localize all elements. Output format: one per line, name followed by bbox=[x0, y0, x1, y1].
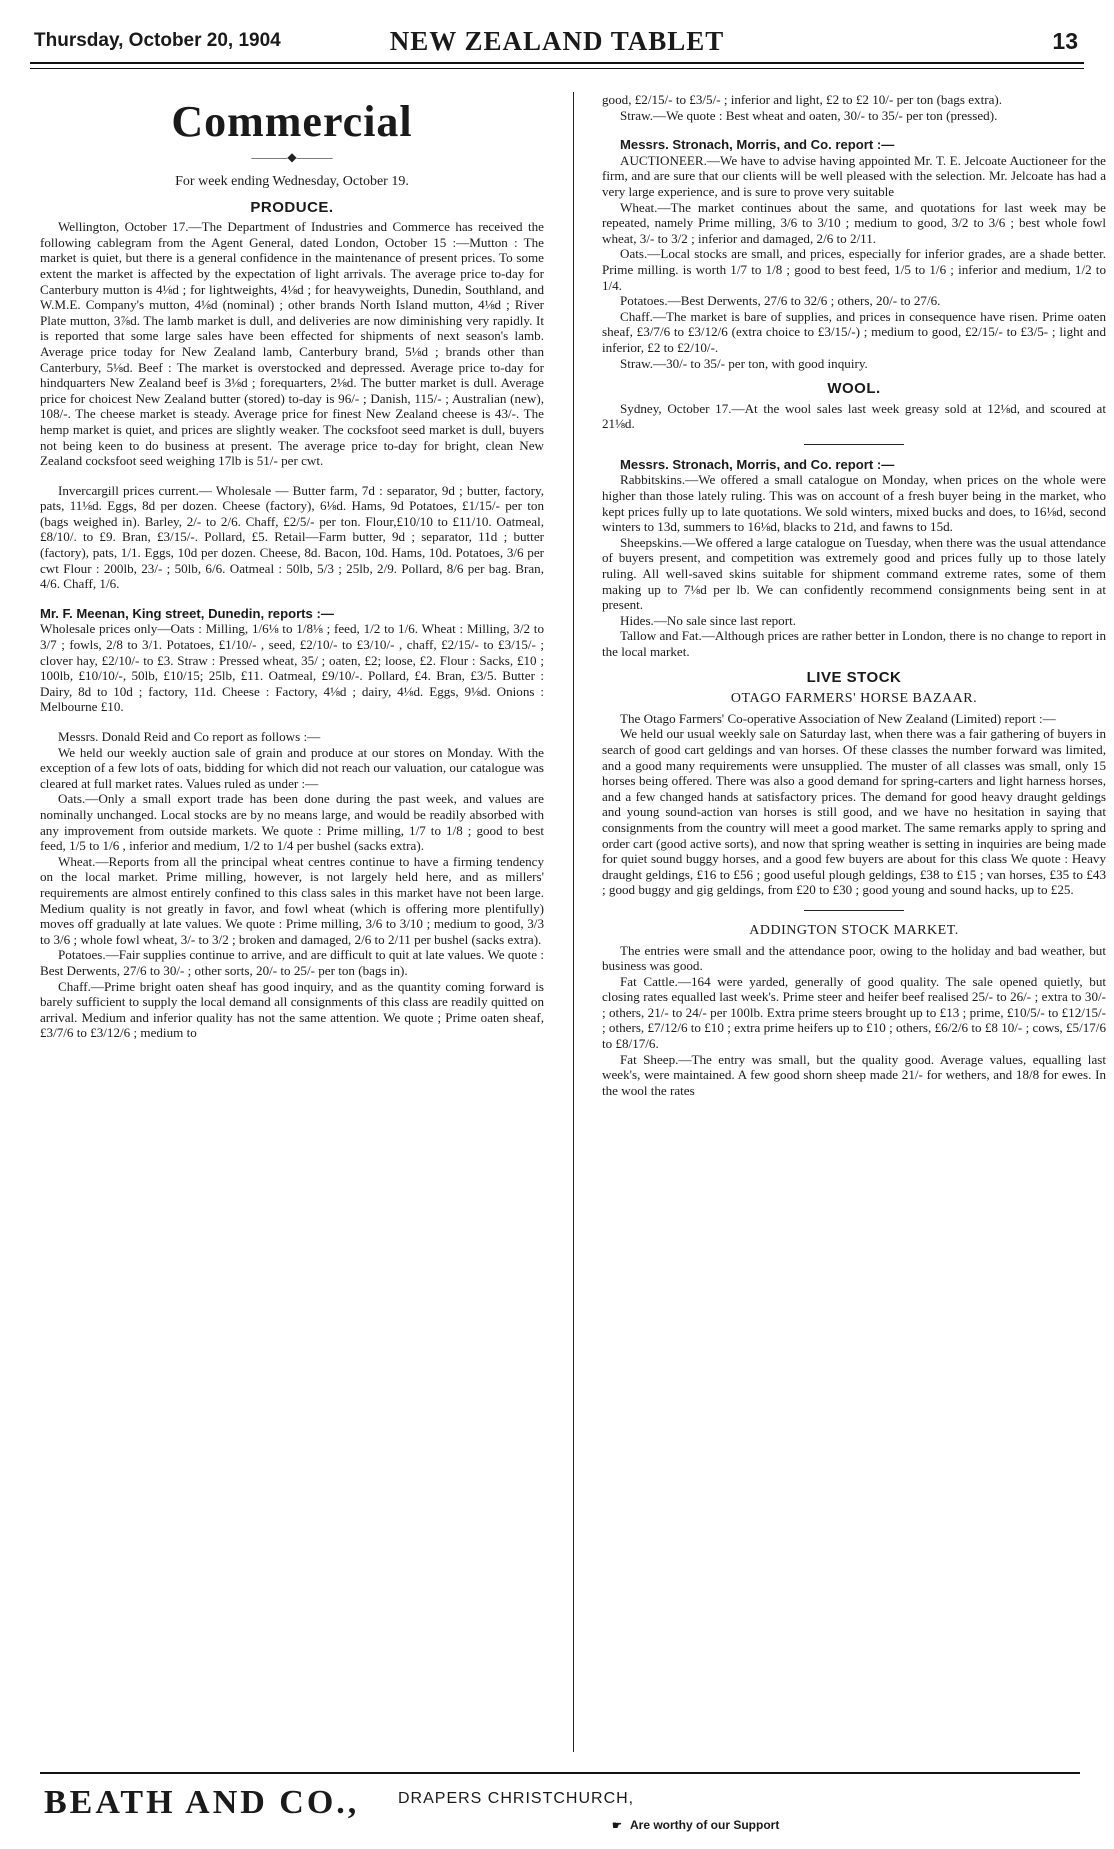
potatoes-paragraph: Potatoes.—Best Derwents, 27/6 to 32/6 ; others, 20/- to 27/6. bbox=[620, 293, 941, 309]
wool-heading: WOOL. bbox=[827, 380, 881, 398]
footer-rule bbox=[40, 1772, 1080, 1774]
section-divider bbox=[804, 444, 904, 445]
sheepskins-paragraph: Sheepskins.—We offered a large catalogue on Tuesday, when there was the usual attendance of buyers present, and competition was extremely good and prices fully up to those lately ruling. All well-saved skins suitable for shipment command extreme rates, some of them making up to 7⅛d per lb. We can confidently recommend consignments being sent in at present. bbox=[602, 534, 1106, 613]
header-rule-thin bbox=[30, 68, 1084, 69]
reid-auction-paragraph: We held our weekly auction sale of grain and produce at our stores on Monday. With the exception of a few lots of oats, bidding for which did not reach our valuation, our catalogue was cleared at full market rates. Values ruled as under :— bbox=[40, 744, 544, 791]
stronach-lead: Messrs. Stronach, Morris, and Co. report :— bbox=[620, 137, 895, 153]
continued-paragraph: good, £2/15/- to £3/5/- ; inferior and light, £2 to £2 10/- per ton (bags extra). bbox=[602, 92, 1003, 107]
meenan-paragraph: Wholesale prices only—Oats : Milling, 1/6⅛ to 1/8⅛ ; feed, 1/2 to 1/6. Wheat : Milling, 3/2 to 3/7 ; fowls, 2/8 to 3/1. Potatoes, £1/10/- , seed, £2/10/- to £3/10/- , chaff, £2/15/- to £3/15/- ; clover hay, £2/10/- to £3. Straw : Pressed wheat, 35/ ; oaten, £2; loose, £2. Flour : Sacks, £10 ; 100lb, £10/10/-, 50lb, £10/15; 25lb, £11. Oatmeal, £9/10/-. Pollard, £4. Bran, £3/5. Butter : Dairy, 8d to 10d ; factory, 11d. Cheese : Factory, 4⅛d ; dairy, 4⅛d. Eggs, 9⅛d. Onions : Melbourne £10. bbox=[40, 621, 544, 715]
oats-paragraph: Oats.—Local stocks are small, and prices, especially for inferior grades, are a shade better. Prime milling. is worth 1/7 to 1/8 ; good to best feed, 1/5 to 1/6 ; inferior and medium, 1/2 to 1/4. bbox=[602, 246, 1106, 293]
issue-date: Thursday, October 20, 1904 bbox=[34, 30, 281, 51]
fat-cattle-paragraph: Fat Cattle.—164 were yarded, generally of good quality. The sale opened quietly, but closing rates equalled last week's. Prime steer and heifer beef realised 25/- to 26/- ; extra to 30/- ; others, 21/- to 24/- per 100lb. Extra prime steers brought up to £13 ; prime, £10/5/- to £12/15/- ; others, £7/12/6 to £10 ; extra prime heifers up to £10 ; others, £6/2/6 to £8 10/- ; cows, £5/17/6 to £8/17/6. bbox=[602, 973, 1106, 1052]
header-rule bbox=[30, 62, 1084, 64]
livestock-heading: LIVE STOCK bbox=[806, 668, 902, 686]
reid-wheat-paragraph: Wheat.—Reports from all the principal wheat centres continue to have a firming tendency on the local market. Prime milling, however, is not largely held here, and as millers' requirements are almost entirely confined to this class sales in this market have not been large. Medium quality is not greatly in favor, and fowl wheat (which is offering more plentifully) moves off gradually at late values. We quote : Prime milling, 3/6 to 3/10 ; medium to good, 3/3 to 3/6 ; whole fowl wheat, 3/- to 3/2 ; broken and damaged, 2/6 to 2/11 per bushel (sacks extra). bbox=[40, 853, 544, 947]
meenan-lead: Mr. F. Meenan, King street, Dunedin, reports :— bbox=[40, 605, 334, 621]
straw-paragraph: Straw.—We quote : Best wheat and oaten, 30/- to 35/- per ton (pressed). bbox=[620, 107, 998, 123]
advert-brand: BEATH AND CO., bbox=[44, 1784, 360, 1821]
section-subtitle: For week ending Wednesday, October 19. bbox=[175, 174, 409, 189]
bazaar-paragraph: We held our usual weekly sale on Saturday last, when there was a fair gathering of buyers in search of good cart geldings and van horses. Of these classes the number forward was limited, and a good many requirements were unsupplied. The muster of all classes was small, only 15 horses being offered. There was also a good demand for spring-carters and light harness horses, and a few changed hands at satisfactory prices. The demand for good heavy draught geldings and young sound-action van horses is still good, and we have no hesitation in saying that consignments from the country will meet a good market. The same remarks apply to spring and order cart (good active sorts), and now that spring weather is setting in inquiries are being made for quiet sound buggy horses, and a good few buyers are about for this class We quote : Heavy draught geldings, £16 to £56 ; good useful plough geldings, £38 to £15 ; van horses, £35 to £43 ; good buggy and gig geldings, from £20 to £30 ; good young and sound hacks, up to £25. bbox=[602, 726, 1106, 898]
addington-heading: ADDINGTON STOCK MARKET. bbox=[749, 922, 959, 938]
wool-paragraph: Sydney, October 17.—At the wool sales last week greasy sold at 12⅛d, and scoured at 21⅛d. bbox=[602, 400, 1106, 432]
fat-sheep-paragraph: Fat Sheep.—The entry was small, but the quality good. Average values, equalling last week's, were maintained. A few good shorn sheep made 21/- for wethers, and 18/8 for ewes. In the wool the rates bbox=[602, 1051, 1106, 1098]
ornament-divider: ———◆——— bbox=[251, 150, 333, 164]
chaff-paragraph: Chaff.—The market is bare of supplies, and prices in consequence have risen. Prime oaten sheaf, £3/7/6 to £3/12/6 (extra choice to £3/15/-) ; medium to good, £2/15/- to £3/5- ; light and inferior, £2 to £2/10/-. bbox=[602, 308, 1106, 355]
masthead: NEW ZEALAND TABLET bbox=[389, 26, 725, 56]
advert-support bbox=[612, 1818, 779, 1832]
spacer bbox=[602, 123, 1106, 137]
reid-intro: Messrs. Donald Reid and Co report as follows :— bbox=[58, 729, 321, 744]
spacer bbox=[40, 715, 544, 729]
stronach-lead-2: Messrs. Stronach, Morris, and Co. report :— bbox=[620, 456, 895, 472]
produce-heading: PRODUCE. bbox=[250, 198, 334, 216]
wheat-paragraph: Wheat.—The market continues about the same, and quotations for last week may be repeated, namely Prime milling, 3/6 to 3/10 ; medium to good, 3/2 to 3/6 ; best whole fowl wheat, 3/- to 3/2 ; inferior and damaged, 2/6 to 2/11. bbox=[602, 199, 1106, 246]
advert-support-text: Are worthy of our Support bbox=[630, 1818, 780, 1832]
reid-chaff-paragraph: Chaff.—Prime bright oaten sheaf has good inquiry, and as the quantity coming forward is barely sufficient to supply the local demand all consignments of this class are readily quitted on arrival. Medium and inferior quality has not the same attention. We quote ; Prime oaten sheaf, £3/7/6 to £3/12/6 ; medium to bbox=[40, 978, 544, 1041]
rabbitskins-paragraph: Rabbitskins.—We offered a small catalogue on Monday, when prices on the whole were higher than those lately ruling. This was on account of a fresh buyer being in the market, who kept prices fully up to late quotations. We sold winters, mixed bucks and does, to 16⅛d, second winters to 13d, summers to 16⅛d, blacks to 21d, and fawns to 15d. bbox=[602, 472, 1106, 535]
section-title: Commercial bbox=[171, 97, 413, 146]
section-divider bbox=[804, 910, 904, 911]
bazaar-intro: The Otago Farmers' Co-operative Association of New Zealand (Limited) report :— bbox=[620, 710, 1056, 726]
advert-footer bbox=[40, 1772, 1080, 1832]
column-divider bbox=[573, 92, 574, 1752]
page-header bbox=[30, 18, 1084, 64]
advert-drapers: DRAPERS CHRISTCHURCH, bbox=[398, 1790, 635, 1807]
straw-inquiry-paragraph: Straw.—30/- to 35/- per ton, with good inquiry. bbox=[620, 355, 868, 371]
auctioneer-paragraph: AUCTIONEER.—We have to advise having appointed Mr. T. E. Jelcoate Auctioneer for the firm, and are sure that our clients will be well pleased with the selection. Mr. Jelcoate has had a very large experience, and is sure to prove very suitable bbox=[602, 152, 1106, 199]
reid-oats-paragraph: Oats.—Only a small export trade has been done during the past week, and values are nominally unchanged. Local stocks are by no means large, and would be readily absorbed with any improvement from outside markets. We quote : Prime milling, 1/7 to 1/8 ; good to best feed, 1/5 to 1/6 , inferior and medium, 1/2 to 1/4 per bushel (sacks extra). bbox=[40, 791, 544, 854]
right-column bbox=[602, 92, 1106, 1098]
bazaar-heading: OTAGO FARMERS' HORSE BAZAAR. bbox=[730, 691, 978, 707]
invercargill-paragraph: Invercargill prices current.— Wholesale — Butter farm, 7d : separator, 9d ; butter, factory, pats, 11⅛d. Eggs, 8d per dozen. Cheese (factory), 6⅛d. Hams, 9d Potatoes, £1/15/- per ton (bags weighed in). Barley, 2/- to 2/6. Chaff, £2/5/- per ton. Flour,£10/10 to £11/10. Oatmeal, £8/10/. to £9. Bran, £3/15/-. Pollard, £5. Retail—Farm butter, 9d ; separator, 11d ; butter (factory), pats, 1/1. Eggs, 10d per dozen. Cheese, 8d. Bacon, 10d. Hams, 10d. Potatoes, 3/6 per cwt Flour : 200lb, 23/- ; 50lb, 6/6. Oatmeal : 50lb, 5/3 ; 25lb, 2/9. Pollard, 8/6 per bag. Bran, 4/6. Chaff, 1/6. bbox=[40, 482, 544, 592]
hides-paragraph: Hides.—No sale since last report. bbox=[620, 612, 796, 628]
left-column bbox=[40, 92, 544, 1041]
spacer bbox=[40, 469, 544, 483]
addington-intro: The entries were small and the attendance poor, owing to the holiday and bad weather, but business was good. bbox=[602, 942, 1106, 974]
page-number: 13 bbox=[1052, 28, 1078, 54]
pointing-hand-icon: ☛ bbox=[612, 1820, 622, 1832]
reid-potatoes-paragraph: Potatoes.—Fair supplies continue to arrive, and are difficult to quit at late values. We quote : Best Derwents, 27/6 to 30/- ; other sorts, 20/- to 25/- per ton (bags in). bbox=[40, 947, 544, 978]
produce-paragraph: Wellington, October 17.—The Department of Industries and Commerce has received the following cablegram from the Agent General, dated London, October 15 :—Mutton : The market is quiet, but there is a general confidence in the maintenance of present prices. To some extent the market is affected by the expectation of light arrivals. The average price to-day for Canterbury mutton is 4⅛d ; for lightweights, 4⅛d ; for heavyweights, Dunedin, Southland, and W.M.E. Company's mutton, 4⅛d (nominal) ; other brands North Island mutton, 4⅛d ; River Plate mutton, 3⅞d. The lamb market is dull, and deliveries are now diminishing very rapidly. It is reported that some large sales have been effected for shipments of next season's lamb. Average price today for New Zealand lamb, Canterbury brand, 5⅛d ; brands other than Canterbury, 5⅛d. Beef : The market is overstocked and depressed. Average price to-day for hindquarters New Zealand beef is 3⅛d ; forequarters, 2⅛d. The butter market is dull. Average price for choicest New Zealand butter (stored) to-day is 96/- ; Danish, 115/- ; Australian (new), 108/-. The cheese market is steady. Average price for finest New Zealand cheese is 43/-. The hemp market is quiet, and prices are slightly weaker. The cocksfoot seed market is dull, buyers not being keen to do business at present. The average price to-day for bright, clean New Zealand cocksfoot seed weighing 17lb is 51/- per cwt. bbox=[40, 219, 544, 469]
tallow-paragraph: Tallow and Fat.—Although prices are rather better in London, there is no change to report in the local market. bbox=[602, 628, 1106, 659]
spacer bbox=[40, 592, 544, 606]
